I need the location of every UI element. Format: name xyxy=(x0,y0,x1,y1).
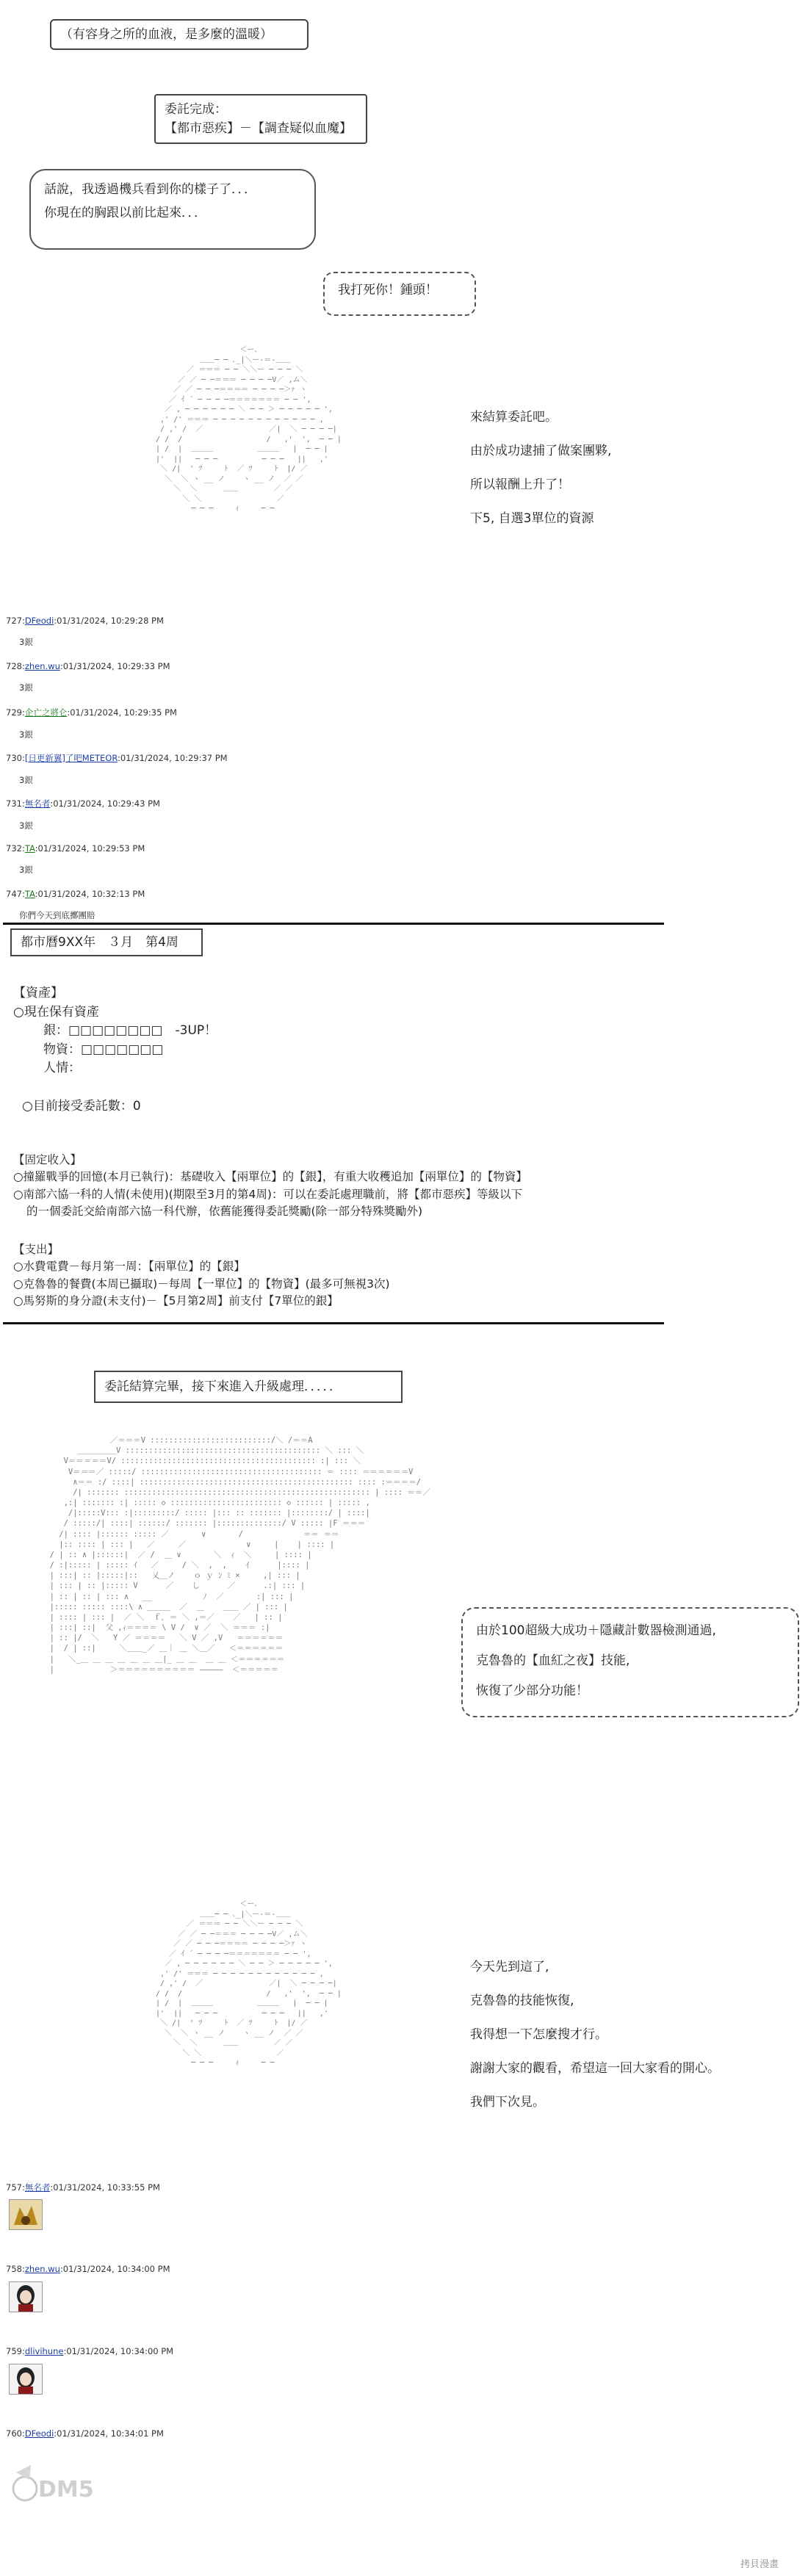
post-731: 731:無名者:01/31/2024, 10:29:43 PM 3銀 xyxy=(6,798,160,831)
post-728: 728:zhen.wu:01/31/2024, 10:29:33 PM 3銀 xyxy=(6,661,170,693)
poster-name[interactable]: DFeodi xyxy=(24,616,54,626)
caption-line-2: 由於成功逮捕了做案團夥, xyxy=(470,443,612,458)
commission-line-2: 【都市惡疾】－【調查疑似血魔】 xyxy=(165,121,352,137)
site-logo xyxy=(9,2450,97,2509)
logo-text: DM5 xyxy=(38,2477,94,2503)
poster-name[interactable]: zhen.wu xyxy=(24,2264,60,2274)
closing-caption xyxy=(470,1951,720,2119)
assets-line-2: 銀：□□□□□□□□ -3UP！ xyxy=(31,1023,217,1038)
post-body: 3銀 xyxy=(19,775,33,785)
post-730: 730:[日更新翼]了吧METEOR:01/31/2024, 10:29:37 PM 3銀 xyxy=(6,753,228,785)
assets-line-4: 人情： xyxy=(31,1061,81,1075)
post-758: 758:zhen.wu:01/31/2024, 10:34:00 PM xyxy=(6,2264,170,2274)
ascii-art-character-1: ＜ー､ ＿＿─ ─ ､_|＼ー-＝-＿＿ ／ ＝＝＝ ─ ─ ＼＼ー ─ ─ ─ ＼ ／ ／ ─ ─＝＝＝ ─ ─ ─ ─V／ ,ム＼ ／ ／ ─ ─ ─＝＝＝＝ ─ ─ ─ ─＞ｧ ヽ ／ ｲ ´ ─ ─ ─ ─＝＝＝＝＝＝＝ ─ ─ ', ／ , ─ ─ ─ ─ ─ ─ ＼ ─ ─ ＞ ─ ─ ─ ─ ─ ', ,' /' ＝＝＝ ─ ─ ─ ─ ─ ─ ─ ─ ─ ─ ─ ─ , / ,' / ／ ／| ＼ ─ ─ ─ ─| / / / / ,' ', ─ ─ | | / | ＿＿＿ ＿＿＿ | ─ ─ | |' || ─ ─ ─ ─ ─ ─ || ,' ＼ /| ' ﾂ ﾄ ／ ﾂ ﾄ |/ ／ ＼ ＼ ヽ __ ノ ヽ __ ノ ／ ／ ＼ ＼ ＿＿ ／ ／ ＼ ＼ ／ ─ ─ ─ ｨ ─ ─ xyxy=(156,346,342,513)
assets-section xyxy=(13,984,217,1116)
assets-line-3: 物資：□□□□□□□ xyxy=(31,1042,164,1057)
post-body: 3銀 xyxy=(19,865,33,875)
post-727: 727:DFeodi:01/31/2024, 10:29:28 PM 3銀 xyxy=(6,616,164,647)
closing-line-5: 我們下次見。 xyxy=(470,2094,545,2110)
upgrade-line-3: 恢復了少部分功能！ xyxy=(476,1683,588,1698)
commission-complete-box xyxy=(154,94,367,144)
narration-box xyxy=(50,19,309,50)
caption-line-1: 來結算委託吧。 xyxy=(470,410,558,425)
divider-bottom xyxy=(3,1322,664,1324)
post-747: 747:TA:01/31/2024, 10:32:13 PM 你們今天到底擲團賠 xyxy=(6,889,145,920)
dialogue-bubble xyxy=(29,169,316,250)
poster-name[interactable]: TA xyxy=(24,843,35,854)
closing-line-4: 謝謝大家的觀看，希望這一回大家看的開心。 xyxy=(470,2060,720,2076)
settle-box xyxy=(94,1371,403,1403)
post-757: 757:無名者:01/31/2024, 10:33:55 PM xyxy=(6,2182,160,2193)
watermark: 拷貝漫畫 xyxy=(740,2559,779,2570)
narration-text: （有容身之所的血液，是多麼的溫暖） xyxy=(60,27,273,42)
commission-line-1: 委託完成： xyxy=(165,102,227,117)
fixed-income-line-1: ○撞羅戰爭的回憶(本月已執行)：基礎收入【兩單位】的【銀】，有重大收穫追加【兩單位】的【物資】 xyxy=(13,1170,527,1184)
upgrade-speech-bubble xyxy=(461,1607,799,1717)
fixed-income-title: 【固定收入】 xyxy=(13,1153,82,1166)
poster-name[interactable]: dlivihune xyxy=(24,2346,64,2356)
post-body: 3銀 xyxy=(19,729,33,740)
closing-line-3: 我得想一下怎麼搜才行。 xyxy=(470,2027,607,2042)
avatar xyxy=(9,2281,43,2312)
assets-line-6: ○目前接受委託數：0 xyxy=(22,1098,141,1114)
post-732: 732:TA:01/31/2024, 10:29:53 PM 3銀 xyxy=(6,843,145,875)
assets-line-1: ○現在保有資產 xyxy=(13,1004,99,1020)
expense-line-2: ○克魯魯的餐費(本周已攝取)－每周【一單位】的【物資】(最多可無視3次) xyxy=(13,1277,390,1291)
poster-name[interactable]: [日更新翼]了吧METEOR xyxy=(24,753,118,763)
shout-text: 我打死你！鍾頭！ xyxy=(338,283,438,297)
caption-line-4: 下5, 自選3單位的資源 xyxy=(470,510,594,526)
upgrade-line-1: 由於100超級大成功＋隱藏計數器檢測通過, xyxy=(476,1623,716,1638)
post-760: 760:DFeodi:01/31/2024, 10:34:01 PM xyxy=(6,2428,164,2439)
expense-title: 【支出】 xyxy=(13,1243,59,1256)
shout-bubble xyxy=(323,272,476,316)
calendar-text: 都市曆9XX年 ３月 第4周 xyxy=(21,935,178,950)
assets-title: 【資產】 xyxy=(13,986,63,1000)
fixed-income-line-2: ○南部六協一科的人情(未使用)(期限至3月的第4周)：可以在委託處理職前，將【都市惡疾】等級以下 xyxy=(13,1187,522,1201)
settle-text: 委託結算完畢，接下來進入升級處理．．．．． xyxy=(104,1379,342,1394)
post-body: 3銀 xyxy=(19,682,33,693)
post-759: 759:dlivihune:01/31/2024, 10:34:00 PM xyxy=(6,2346,174,2356)
post-body: 3銀 xyxy=(19,820,33,831)
expense-line-3: ○馬努斯的身分證(未支付)－【5月第2周】前支付【7單位的銀】 xyxy=(13,1294,339,1307)
post-729: 729:企亡之將仑:01/31/2024, 10:29:35 PM 3銀 xyxy=(6,707,177,740)
poster-name[interactable]: 無名者 xyxy=(24,2182,51,2193)
dialogue-line-1: 話說，我透過機兵看到你的樣子了．．． xyxy=(44,182,256,197)
settlement-caption xyxy=(470,401,611,536)
closing-line-1: 今天先到這了, xyxy=(470,1960,549,1974)
caption-line-3: 所以報酬上升了！ xyxy=(470,477,570,492)
assets-spacer xyxy=(13,1078,217,1097)
avatar xyxy=(9,2199,43,2230)
ascii-art-character-3: ＜ー､ ＿＿─ ─ ､_|＼ー-＝-＿＿ ／ ＝＝＝ ─ ─ ＼＼ー ─ ─ ─ ＼ ／ ／ ─ ─＝＝＝ ─ ─ ─ ─V／ ,ム＼ ／ ／ ─ ─ ─＝＝＝＝ ─ ─ ─ ─＞ｧ ヽ ／ ｲ ´ ─ ─ ─ ─＝＝＝＝＝＝＝ ─ ─ ', ／ , ─ ─ ─ ─ ─ ─ ＼ ─ ─ ＞ ─ ─ ─ ─ ─ ', ,' /' ＝＝＝ ─ ─ ─ ─ ─ ─ ─ ─ ─ ─ ─ ─ , / ,' / ／ ／| ＼ ─ ─ ─ ─| / / / / ,' ', ─ ─ | | / | ＿＿＿ ＿＿＿ | ─ ─ | |' || ─ ─ ─ ─ ─ ─ || ,' ＼ /| ' ﾂ ﾄ ／ ﾂ ﾄ |/ ／ ＼ ＼ ヽ __ ノ ヽ __ ノ ／ ／ ＼ ＼ ＿＿ ／ ／ ＼ ＼ ／ ─ ─ ─ ｨ ─ ─ xyxy=(156,1900,342,2067)
post-body: 3銀 xyxy=(19,637,33,647)
poster-name[interactable]: TA xyxy=(24,889,35,899)
divider-top xyxy=(3,923,664,925)
expense-line-1: ○水費電費－每月第一周：【兩單位】的【銀】 xyxy=(13,1260,245,1274)
upgrade-line-2: 克魯魯的【血紅之夜】技能, xyxy=(476,1653,630,1668)
fixed-income-line-3: 的一個委託交給南部六協一科代辦，依舊能獲得委託獎勵(除一部分特殊獎勵外) xyxy=(26,1204,423,1218)
post-body: 你們今天到底擲團賠 xyxy=(19,910,95,920)
avatar xyxy=(9,2364,43,2395)
ascii-art-character-2: ／＝＝＝V ::::::::::::::::::::::::::/＼ /＝＝A ＿＿＿＿＿V :::::::::::::::::::::::::::::::::::::::::: ＼ ::: ＼ V＝＝＝＝＝V/ :::::::::::::::::::::::::::::::::::::::::: :| ::: ＼ V＝＝＝／ :::::/ ::::::::::::::::::::::::::::::::::::::: ＝ :::: ＝＝＝＝＝＝V ∧＝＝ :/ ::::| :::::::::::::::::::::::::::::::::::::::::::::: :::: :＝＝＝＝/ /| ::::::: ::::::::::::::::::::::::::::::::::::::::::::::::::::: | :::: ＝＝／ ,:| ::::::: :| ::::: ◇ :::::::::::::::::::::::: ◇ :::::: | ::::: , /|:::::V::: :|:::::::::/ ::::: |::: :: ::::::: |::::::::/ | ::::| / :::::/| ::::| ::::::/ ::::::: |::::::::::::::/ V ::::: |F ＝＝＝ /| :::: |:::::: ::::: ／ ∨ / ＝＝ ＝＝ |:: :::: | ::: | ／ ／ ∨ | | :::: | / | :: ∧ |::::::| ／ / ＿ ∨ ＼ ｨ ＼ | :::: | / :|::::: | ::::: ｲ ／ / ＼ , , ｲ |:::: | | :::| :: |:::::|:: 乂＿ノ ｏ ｙ ﾝ ﾐ × ,| ::: | | ::: | :: |::::: V ／ し ／ .:| ::: | | :: | :: | ::: ∧ __ ﾉ ／ :| ::: | |::::: ::::: ::::\ ∧ ＿＿＿ ／ ＿ ＿＿ ／ | ::: | | :::: | ::: | ／ ＼ ｆ､ ＝ ＼ ,＝／ ／ | :: | | :::| ::| 父 ,ｨ＝＝＝＝ \ V / ∨ ／ ＼ ＝＝＝ :| | :: |/ ＼ Y ／ ＝＝＝＝ ＼ V ／ ,V ＝＝＝＝＝＝ | / | ::| ＼＿＿_／ ＿｜ ＿ ＼＿／ ＜＝＝＝＝＝＝ | ＼_＿ ＿ ＿ ＿ ＿ ＿ ＿|_ ＿ ＿ ＿ ＿ ＜＝＝＝＝＝＝ | ＞＝＝＝＝＝＝＝＝＝＝ ――――― ＜＝＝＝＝＝ xyxy=(49,1436,430,1674)
calendar-box xyxy=(10,928,203,956)
poster-name[interactable]: DFeodi xyxy=(24,2428,54,2439)
poster-name[interactable]: zhen.wu xyxy=(24,661,60,671)
poster-name[interactable]: 無名者 xyxy=(24,798,51,809)
dialogue-line-2: 你現在的胸跟以前比起來．．． xyxy=(44,206,206,221)
fixed-income-section xyxy=(13,1152,527,1220)
poster-name[interactable]: 企亡之將仑 xyxy=(24,707,68,718)
closing-line-2: 克魯魯的技能恢復, xyxy=(470,1993,574,2008)
expense-section xyxy=(13,1241,390,1310)
